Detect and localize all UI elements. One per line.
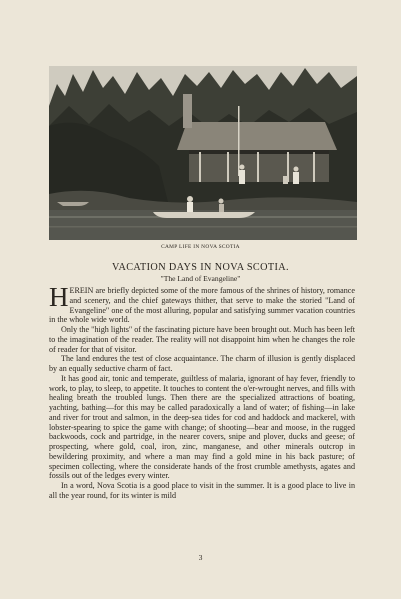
article-subtitle: "The Land of Evangeline" bbox=[160, 274, 241, 283]
paragraph-1-text: EREIN are briefly depicted some of the more famous of the shrines of history, romance and scenery, and the chief gateways thither, that serve to make the storied "Land of Evangeline" one of the most alluring, popular and satisfying summer vacation countries in the whole wide world. bbox=[49, 286, 355, 325]
paragraph-2: Only the "high lights" of the fascinating picture have been brought out. Much has been left to the imagination of the reader. The reality will not disappoint him when he changes the role of reader for that of visitor. bbox=[49, 325, 355, 354]
page-number: 3 bbox=[198, 553, 203, 562]
paragraph-3: The land endures the test of close acquaintance. The charm of illusion is gently displaced by an equally seductive charm of fact. bbox=[49, 354, 355, 373]
camp-photo bbox=[49, 66, 357, 240]
article-body bbox=[49, 282, 355, 501]
drop-cap: H bbox=[49, 282, 69, 312]
paragraph-4: It has good air, tonic and temperate, guiltless of malaria, ignorant of hay fever, friendly to work, to play, to sleep, to appetite. It touches to content the o'er-wrought nerves, and fills with healing breath the troubled lungs. Then there are the specialized attractions of boating, yachting, bathing—for this may be called paradoxically a land of water; of fishing—in lake and river for trout and salmon, in the deep-sea tides for cod and haddock and mackerel, with lobster-spearing to spice the game with change; of shooting—bear and moose, in the rugged backwoods, cock and partridge, in the nearer covers, snipe and plover, ducks and geese; of prospecting, where gold, coal, iron, zinc, manganese, and other minerals outcrop in bewildering proximity, and where a man may find a gold mine in his back pasture; of specimen collecting, where the considerate hands of the frost crumble amethysts, agates and fossils out of the ledges every winter. bbox=[49, 373, 355, 481]
paragraph-5: In a word, Nova Scotia is a good place to visit in the summer. It is a good place to live in all the year round, for its winter is mild bbox=[49, 481, 355, 500]
article-title: VACATION DAYS IN NOVA SCOTIA. bbox=[112, 262, 289, 273]
photo-caption: CAMP LIFE IN NOVA SCOTIA bbox=[161, 244, 240, 250]
paragraph-1 bbox=[49, 282, 355, 325]
